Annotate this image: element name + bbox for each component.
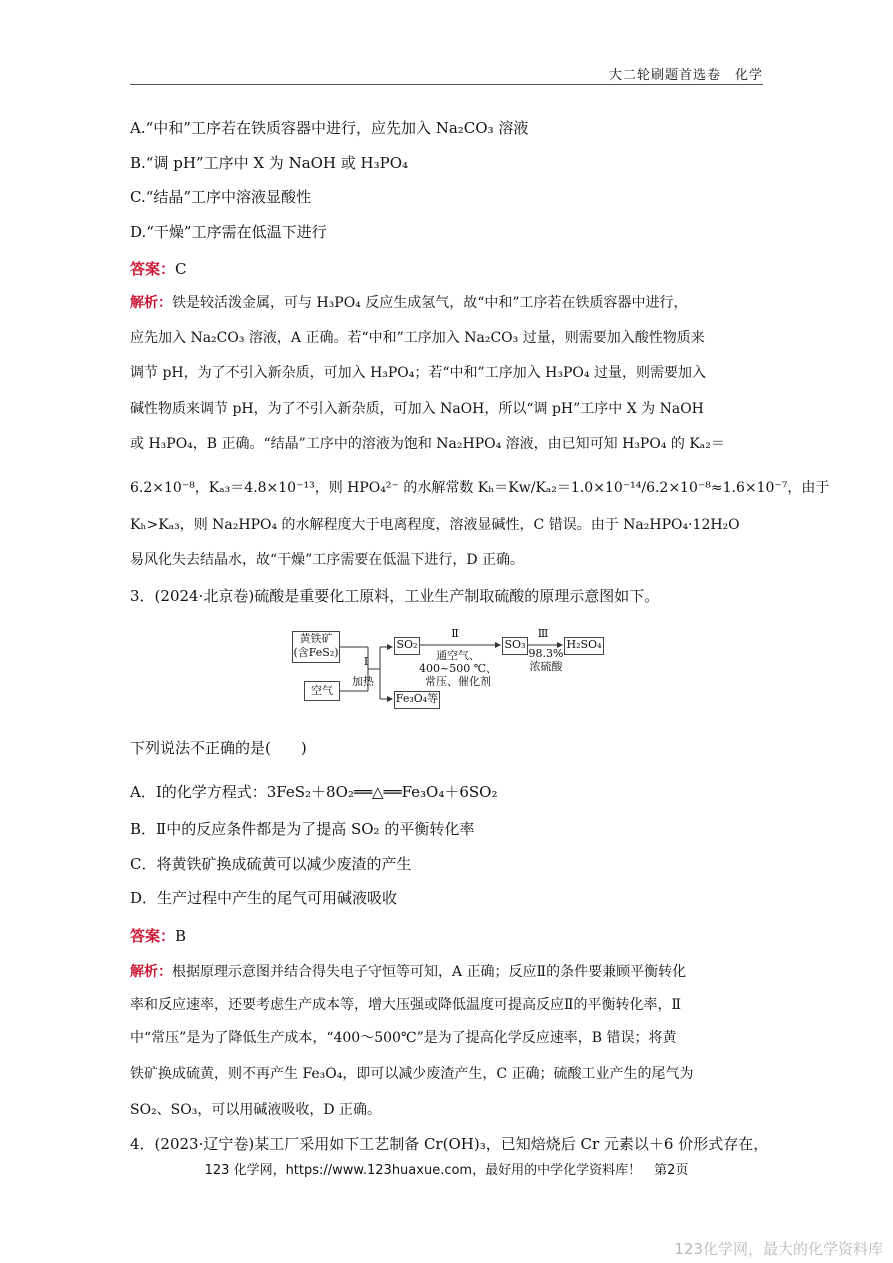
step3-label: Ⅲ [537, 627, 549, 640]
answer-label: 答案： [130, 260, 176, 278]
q3-analysis-line-2: 率和反应速率，还要考虑生产成本等，增大压强或降低温度可提高反应Ⅱ的平衡转化率，Ⅱ [130, 997, 682, 1013]
pyrite-sublabel: (含FeS₂) [293, 646, 339, 659]
watermark: 123化学网，最大的化学资料库 [674, 1240, 883, 1258]
running-header: 大二轮刷题首选卷 化学 [608, 68, 763, 83]
air-box: 空气 [304, 681, 340, 701]
fe3o4-box: Fe₃O₄等 [394, 691, 440, 709]
q2-analysis-line-4: 碱性物质来调节 pH，为了不引入新杂质，可加入 NaOH，所以“调 pH”工序中 X 为 NaOH [130, 401, 704, 417]
q2-option-d: D.“干燥”工序需在低温下进行 [130, 223, 327, 241]
q2-analysis-line-8: 易风化失去结晶水，故“干燥”工序需要在低温下进行，D 正确。 [130, 552, 524, 568]
step1-label: Ⅰ [363, 655, 369, 668]
analysis-label: 解析： [130, 295, 172, 311]
step3-condition-2: 浓硫酸 [529, 660, 563, 673]
pyrite-box [292, 631, 340, 663]
q3-option-b: B．Ⅱ中的反应条件都是为了提高 SO₂ 的平衡转化率 [130, 820, 475, 838]
h2so4-box: H₂SO₄ [564, 637, 604, 655]
step1-condition: 加热 [352, 675, 374, 688]
q3-analysis-line-5: SO₂、SO₃，可以用碱液吸收，D 正确。 [130, 1102, 382, 1118]
q2-option-a: A.“中和”工序若在铁质容器中进行，应先加入 Na₂CO₃ 溶液 [130, 119, 529, 137]
answer-value: C [175, 260, 187, 278]
answer-label: 答案： [130, 927, 176, 945]
q3-analysis-line-3: 中“常压”是为了降低生产成本，“400～500℃”是为了提高化学反应速率，B 错误；将黄 [130, 1030, 677, 1046]
q2-analysis-line-5: 或 H₃PO₄，B 正确。“结晶”工序中的溶液为饱和 Na₂HPO₄ 溶液，由已知可知 H₃PO₄ 的 Kₐ₂＝ [130, 436, 725, 452]
q3-ask: 下列说法不正确的是( ) [130, 739, 307, 757]
q2-answer [130, 258, 187, 279]
q2-analysis-line-7: Kₕ>Kₐ₃，则 Na₂HPO₄ 的水解程度大于电离程度，溶液显碱性，C 错误。由于 Na₂HPO₄·12H₂O [130, 517, 740, 533]
step2-condition-3: 常压、催化剂 [425, 675, 491, 688]
q2-option-c: C.“结晶”工序中溶液显酸性 [130, 188, 312, 206]
page-footer: 123 化学网，https://www.123huaxue.com，最好用的中学化学资料库！ 第2页 [204, 1163, 689, 1178]
q2-analysis-line-3: 调节 pH，为了不引入新杂质，可加入 H₃PO₄；若“中和”工序加入 H₃PO₄ 过量，则需要加入 [130, 365, 706, 381]
q3-answer [130, 925, 186, 946]
q3-analysis-line-1: 解析：根据原理示意图并结合得失电子守恒等可知，A 正确；反应Ⅱ的条件要兼顾平衡转化 [130, 964, 687, 980]
step2-label: Ⅱ [451, 627, 459, 640]
header-rule [130, 84, 763, 85]
so2-box: SO₂ [394, 637, 420, 655]
analysis-label: 解析： [130, 964, 172, 980]
so3-box: SO₃ [502, 637, 528, 655]
q3-option-a: A．Ⅰ的化学方程式：3FeS₂＋8O₂══△══Fe₃O₄＋6SO₂ [130, 783, 498, 801]
answer-value: B [175, 927, 187, 945]
q2-analysis-line-1: 解析：铁是较活泼金属，可与 H₃PO₄ 反应生成氢气，故“中和”工序若在铁质容器中进行， [130, 295, 688, 311]
q2-analysis-line-6: 6.2×10⁻⁸，Kₐ₃＝4.8×10⁻¹³，则 HPO₄²⁻ 的水解常数 Kₕ＝Kw/Kₐ₂＝1.0×10⁻¹⁴/6.2×10⁻⁸≈1.6×10⁻⁷，由于 [130, 480, 830, 496]
q3-option-c: C．将黄铁矿换成硫黄可以减少废渣的产生 [130, 855, 412, 873]
sulfuric-acid-flow-diagram [290, 625, 610, 715]
q2-option-b: B.“调 pH”工序中 X 为 NaOH 或 H₃PO₄ [130, 154, 409, 172]
step3-condition-1: 98.3% [528, 647, 564, 660]
q4-stem: 4．(2023·辽宁卷)某工厂采用如下工艺制备 Cr(OH)₃，已知焙烧后 Cr 元素以＋6 价形式存在， [130, 1135, 769, 1153]
q2-analysis-line-2: 应先加入 Na₂CO₃ 溶液，A 正确。若“中和”工序加入 Na₂CO₃ 过量，则需要加入酸性物质来 [130, 330, 705, 346]
step2-condition-2: 400~500 ℃、 [418, 662, 497, 675]
step2-condition-1: 通空气、 [436, 649, 480, 662]
q3-stem: 3．(2024·北京卷)硫酸是重要化工原料，工业生产制取硫酸的原理示意图如下。 [130, 587, 660, 605]
pyrite-label: 黄铁矿 [299, 632, 333, 645]
q3-option-d: D．生产过程中产生的尾气可用碱液吸收 [130, 889, 398, 907]
q3-analysis-line-4: 铁矿换成硫黄，则不再产生 Fe₃O₄，即可以减少废渣产生，C 正确；硫酸工业产生的尾气为 [130, 1066, 694, 1082]
